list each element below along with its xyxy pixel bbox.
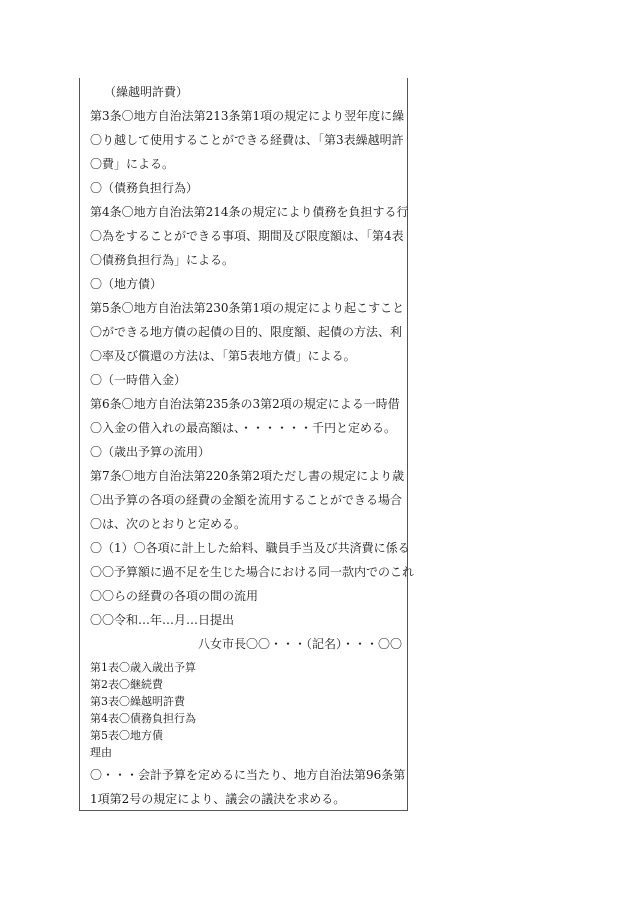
- heading-ichiji: 〇（一時借入金）: [90, 373, 187, 387]
- submission-date: 〇〇令和…年…月…日提出: [90, 613, 235, 627]
- reason-heading: 理由: [90, 746, 112, 759]
- signature: 八女市長〇〇・・・（記名）・・・〇〇: [198, 637, 403, 651]
- article-7-line-2: 〇出予算の各項の経費の金額を流用することができる場合: [90, 493, 403, 507]
- article-6-line-2: 〇入金の借入れの最高額は、・・・・・・千円と定める。: [90, 421, 397, 435]
- reason-line-2: 1項第2号の規定により、議会の議決を求める。: [90, 792, 346, 806]
- document-frame: [79, 78, 415, 811]
- article-7-line-1: 第7条〇地方自治法第220条第2項ただし書の規定により歳: [90, 469, 405, 483]
- table-list-item: 第2表〇継続費: [90, 678, 163, 691]
- article-5-line-1: 第5条〇地方自治法第230条第1項の規定により起こすこと: [90, 301, 405, 315]
- heading-ryuyo: 〇（歳出予算の流用）: [90, 445, 211, 459]
- article-4-line-3: 〇債務負担行為」による。: [90, 253, 235, 267]
- article-5-line-2: 〇ができる地方債の起債の目的、限度額、起債の方法、利: [90, 325, 403, 339]
- article-3-line-3: 〇費」による。: [90, 157, 175, 171]
- table-list-item: 第5表〇地方債: [90, 729, 163, 742]
- article-3-line-2: 〇り越して使用することができる経費は、「第3表繰越明許: [90, 133, 404, 147]
- article-7-line-3: 〇は、次のとおりと定める。: [90, 517, 247, 531]
- heading-kurikoshi: （繰越明許費）: [104, 85, 189, 99]
- article-7-item-line-2: 〇〇予算額に過不足を生じた場合における同一款内でのこれ: [90, 565, 415, 579]
- article-4-line-1: 第4条〇地方自治法第214条の規定により債務を負担する行: [90, 205, 409, 219]
- article-7-item-line-1: 〇（1）〇各項に計上した給料、職員手当及び共済費に係る: [90, 541, 410, 555]
- reason-line-1: 〇・・・会計予算を定めるに当たり、地方自治法第96条第: [90, 768, 406, 782]
- table-list-item: 第4表〇債務負担行為: [90, 712, 196, 725]
- table-list-item: 第1表〇歳入歳出予算: [90, 661, 196, 674]
- article-4-line-2: 〇為をすることができる事項、期間及び限度額は、「第4表: [90, 229, 404, 243]
- article-7-item-line-3: 〇〇らの経費の各項の間の流用: [90, 589, 259, 603]
- table-list-item: 第3表〇繰越明許費: [90, 695, 185, 708]
- article-3-line-1: 第3条〇地方自治法第213条第1項の規定により翌年度に繰: [90, 109, 405, 123]
- article-5-line-3: 〇率及び償還の方法は、「第5表地方債」による。: [90, 349, 356, 363]
- heading-chihousai: 〇（地方債）: [90, 277, 163, 291]
- article-6-line-1: 第6条〇地方自治法第235条の3第2項の規定による一時借: [90, 397, 400, 411]
- heading-saimu: 〇（債務負担行為）: [90, 181, 199, 195]
